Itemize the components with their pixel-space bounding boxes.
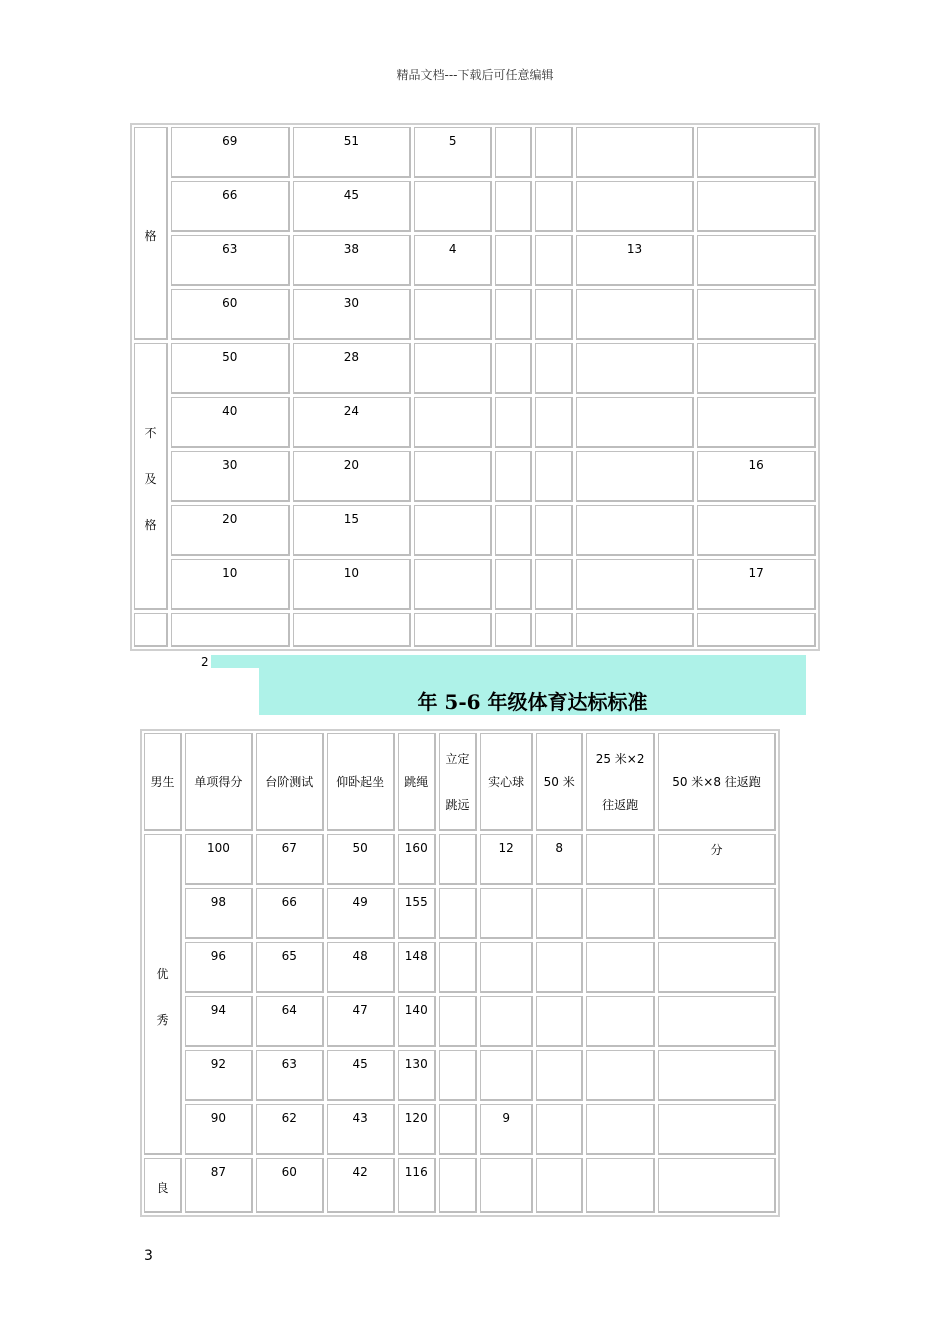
table-cell: [414, 181, 492, 232]
table-cell: [414, 397, 492, 448]
table-cell: 69: [171, 127, 290, 178]
table-cell: [658, 1104, 776, 1155]
table-header-row: [144, 733, 776, 831]
table-cell: [414, 613, 492, 647]
table-cell: 160: [398, 834, 436, 885]
table-row: [144, 1050, 776, 1101]
table-cell: 17: [697, 559, 816, 610]
table-cell: 116: [398, 1158, 436, 1213]
column-header: 男生: [144, 733, 182, 831]
table-cell: [586, 1158, 655, 1213]
table-cell: 30: [171, 451, 290, 502]
table-cell: [536, 1104, 583, 1155]
table-cell: 60: [256, 1158, 324, 1213]
table-cell: 10: [293, 559, 412, 610]
table-cell: 50: [171, 343, 290, 394]
table-cell: [658, 1050, 776, 1101]
table-cell: 92: [185, 1050, 253, 1101]
table-row: [144, 942, 776, 993]
table-row: [144, 834, 776, 885]
table-row: [134, 451, 816, 502]
table-cell: [697, 235, 816, 286]
table-cell: [586, 1104, 655, 1155]
table-cell: 148: [398, 942, 436, 993]
table-cell: [439, 996, 477, 1047]
table-cell: 48: [327, 942, 395, 993]
table-cell: [495, 397, 532, 448]
table-cell: [576, 397, 695, 448]
table-cell: [439, 1104, 477, 1155]
page-number-top: 2: [201, 655, 209, 669]
table-cell: [439, 834, 477, 885]
table-cell: [535, 397, 572, 448]
table-row: [134, 289, 816, 340]
table-cell: [439, 888, 477, 939]
table-cell: 12: [480, 834, 533, 885]
table-cell: [586, 1050, 655, 1101]
table-cell: [480, 1158, 533, 1213]
table-cell: [134, 613, 168, 647]
table-cell: [535, 127, 572, 178]
table-cell: [658, 996, 776, 1047]
table-row-empty: [134, 613, 816, 647]
table-cell: [495, 451, 532, 502]
table-cell: [697, 397, 816, 448]
table-cell: [586, 888, 655, 939]
table-cell: 90: [185, 1104, 253, 1155]
column-header: 跳绳: [398, 733, 436, 831]
table-row: [134, 397, 816, 448]
page-header: 精品文档---下载后可任意编辑: [396, 68, 554, 82]
column-header: 台阶测试: [256, 733, 324, 831]
table-row: [134, 505, 816, 556]
table-cell: [697, 505, 816, 556]
table-cell: 63: [256, 1050, 324, 1101]
table-row: [144, 1104, 776, 1155]
column-header: 单项得分: [185, 733, 253, 831]
column-header: 25 米×2 往返跑: [586, 733, 655, 831]
table-row: [144, 888, 776, 939]
table-cell: [480, 942, 533, 993]
table-cell: [576, 181, 695, 232]
boys-standards-table: [141, 730, 779, 1216]
table-cell: [576, 559, 695, 610]
table-cell: 120: [398, 1104, 436, 1155]
table-cell: 45: [327, 1050, 395, 1101]
table-cell: [536, 1050, 583, 1101]
table-row: [144, 996, 776, 1047]
table-cell: 42: [327, 1158, 395, 1213]
table-cell: 分: [658, 834, 776, 885]
table-cell: [414, 343, 492, 394]
table-cell: 87: [185, 1158, 253, 1213]
table-cell: [535, 235, 572, 286]
table-cell: [439, 942, 477, 993]
table-cell: [535, 505, 572, 556]
table-cell: 98: [185, 888, 253, 939]
table-cell: [536, 1158, 583, 1213]
table-cell: [586, 996, 655, 1047]
grade-group-label: 良: [144, 1158, 182, 1213]
table-row: [134, 181, 816, 232]
table-cell: [439, 1158, 477, 1213]
table-cell: [536, 942, 583, 993]
table-cell: [535, 613, 572, 647]
table-cell: 155: [398, 888, 436, 939]
table-cell: 43: [327, 1104, 395, 1155]
table-cell: [697, 289, 816, 340]
table-cell: [480, 1050, 533, 1101]
table-row: [144, 1158, 776, 1213]
table-cell: [697, 127, 816, 178]
table-cell: [536, 996, 583, 1047]
grade-group-label: 格: [134, 127, 168, 340]
table-cell: 13: [576, 235, 695, 286]
table-cell: [480, 888, 533, 939]
table-cell: 30: [293, 289, 412, 340]
table-cell: 65: [256, 942, 324, 993]
table-cell: 62: [256, 1104, 324, 1155]
table-cell: 20: [171, 505, 290, 556]
table-cell: [495, 559, 532, 610]
table-cell: [576, 289, 695, 340]
table-cell: [576, 613, 695, 647]
table-cell: [536, 888, 583, 939]
table-cell: [586, 834, 655, 885]
section-title: 年 5-6 年级体育达标标准: [417, 690, 648, 714]
table-cell: 94: [185, 996, 253, 1047]
table-cell: [171, 613, 290, 647]
table-cell: [535, 181, 572, 232]
table-cell: [495, 289, 532, 340]
table-cell: [414, 559, 492, 610]
table-cell: [495, 505, 532, 556]
table-cell: 15: [293, 505, 412, 556]
table-row: [134, 127, 816, 178]
table-cell: 66: [256, 888, 324, 939]
column-header: 仰卧起坐: [327, 733, 395, 831]
table-cell: [658, 888, 776, 939]
table-cell: 28: [293, 343, 412, 394]
table-cell: 45: [293, 181, 412, 232]
table-cell: 5: [414, 127, 492, 178]
table-cell: [495, 235, 532, 286]
table-cell: [576, 343, 695, 394]
table-cell: [576, 127, 695, 178]
table-cell: 4: [414, 235, 492, 286]
table-cell: [495, 181, 532, 232]
grade-group-label: 优 秀: [144, 834, 182, 1155]
table-cell: 64: [256, 996, 324, 1047]
table-cell: [697, 181, 816, 232]
table-cell: [586, 942, 655, 993]
table-cell: [658, 942, 776, 993]
table-cell: 9: [480, 1104, 533, 1155]
table-row: [134, 559, 816, 610]
table-row: [134, 343, 816, 394]
table-cell: 16: [697, 451, 816, 502]
column-header: 实心球: [480, 733, 533, 831]
table-cell: [697, 613, 816, 647]
table-cell: [535, 559, 572, 610]
table-cell: 130: [398, 1050, 436, 1101]
table-cell: 51: [293, 127, 412, 178]
table-cell: 96: [185, 942, 253, 993]
table-cell: [576, 451, 695, 502]
column-header: 50 米×8 往返跑: [658, 733, 776, 831]
table-cell: [576, 505, 695, 556]
table-cell: [414, 451, 492, 502]
page-number-bottom: 3: [144, 1248, 153, 1264]
table-cell: [480, 996, 533, 1047]
table-cell: 140: [398, 996, 436, 1047]
table-cell: [414, 289, 492, 340]
table-cell: 60: [171, 289, 290, 340]
table-cell: [535, 289, 572, 340]
table-cell: [697, 343, 816, 394]
table-cell: 49: [327, 888, 395, 939]
highlight-strip: [211, 655, 259, 668]
table-cell: 63: [171, 235, 290, 286]
table-cell: 47: [327, 996, 395, 1047]
table-cell: [658, 1158, 776, 1213]
table-cell: 50: [327, 834, 395, 885]
table-cell: [535, 343, 572, 394]
table-cell: [495, 613, 532, 647]
column-header: 50 米: [536, 733, 583, 831]
table-row: [134, 235, 816, 286]
table-cell: 20: [293, 451, 412, 502]
standards-table-continued: [131, 124, 819, 650]
table-cell: [535, 451, 572, 502]
table-cell: 40: [171, 397, 290, 448]
table-cell: 8: [536, 834, 583, 885]
table-cell: 66: [171, 181, 290, 232]
table-cell: 10: [171, 559, 290, 610]
table-cell: 100: [185, 834, 253, 885]
grade-group-label: 不 及 格: [134, 343, 168, 610]
table-cell: 24: [293, 397, 412, 448]
table-cell: [495, 343, 532, 394]
column-header: 立定 跳远: [439, 733, 477, 831]
table-cell: [495, 127, 532, 178]
table-cell: [414, 505, 492, 556]
table-cell: 38: [293, 235, 412, 286]
table-cell: [293, 613, 412, 647]
table-cell: [439, 1050, 477, 1101]
table-cell: 67: [256, 834, 324, 885]
